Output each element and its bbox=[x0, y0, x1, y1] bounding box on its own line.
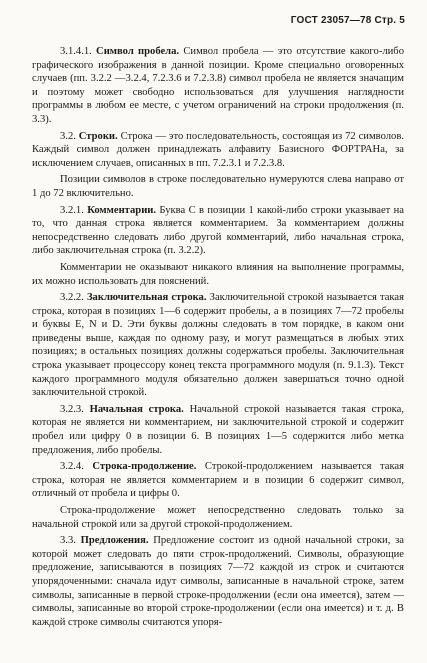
page-header: ГОСТ 23057—78 Стр. 5 bbox=[290, 15, 405, 26]
paragraph: 3.3. Предложения. Предложение состоит из одной начальной строки, за которой может следовать до пяти строк-продолжений. Символы, образующие предложение, записываются в позициях 7—72 каждой из строк и считаются упорядоченными: сначала идут символы, записанные в начальной строке, затем символы, записанные в первой строке-продолжении (если она имеется), затем — символы, записанные во второй строке-продолжении (если она имеется) и т. д. В каждой строке символы считаются упоря- bbox=[32, 535, 404, 628]
paragraph: 3.2.2. Заключительная строка. Заключительной строкой называется такая строка, которая в позициях 1—6 содержит пробелы, а в позициях 7—72 пробелы и буквы Е, N и D. Эти буквы должны следовать в том порядке, в каком они приведены выше, каждая по одному разу, и могут размещаться в любых этих позициях; в остальных позициях должны содержаться пробелы. Заключительная строка указывает процессору конец текста программного модуля (п. 9.1.3). Текст каждого программного модуля обязательно должен завершаться точно одной заключительной строкой. bbox=[32, 292, 404, 399]
paragraph: 3.2.3. Начальная строка. Начальной строкой называется такая строка, которая не является ни комментарием, ни заключительной строкой и содержит пробел или цифру 0 в позиции 6. В позициях 1—5 содержится либо метка предложения, либо пробелы. bbox=[32, 403, 404, 456]
paragraph: Комментарии не оказывают никакого влияния на выполнение программы, их можно использовать для пояснений. bbox=[32, 261, 404, 287]
document-body bbox=[32, 45, 404, 632]
paragraph: 3.2. Строки. Строка — это последовательность, состоящая из 72 символов. Каждый символ должен принадлежать алфавиту Базисного ФОРТРАНа, за исключением случаев, описанных в пп. 7.2.3.1 и 7.2.3.8. bbox=[32, 130, 404, 169]
paragraph: 3.2.1. Комментарии. Буква С в позиции 1 какой-либо строки указывает на то, что данная строка является комментарием. За комментарием должны непосредственно следовать либо другой комментарий, либо начальная строка, либо заключительная строка (п. 3.2.2). bbox=[32, 204, 405, 257]
paragraph: Позиции символов в строке последовательно нумеруются слева направо от 1 до 72 включительно. bbox=[32, 174, 404, 199]
paragraph: 3.2.4. Строка-продолжение. Строкой-продолжением называется такая строка, которая не является комментарием и в позиции 6 содержит символ, отличный от пробела и цифры 0. bbox=[32, 461, 405, 500]
paragraph: 3.1.4.1. Символ пробела. Символ пробела — это отсутствие какого-либо графического изображения в данной позиции. Кроме специально оговоренных случаев (пп. 3.2.2 —3.2.4, 7.2.3.6 и 7.2.3.8) символ пробела не является значащим и поэтому может свободно использоваться для улучшения наглядности программы в любом ее месте, с учетом ограничений на строки продолжения (п. 3.3). bbox=[32, 46, 404, 125]
paragraph: Строка-продолжение может непосредственно следовать только за начальной строкой или за другой строкой-продолжением. bbox=[32, 505, 404, 530]
